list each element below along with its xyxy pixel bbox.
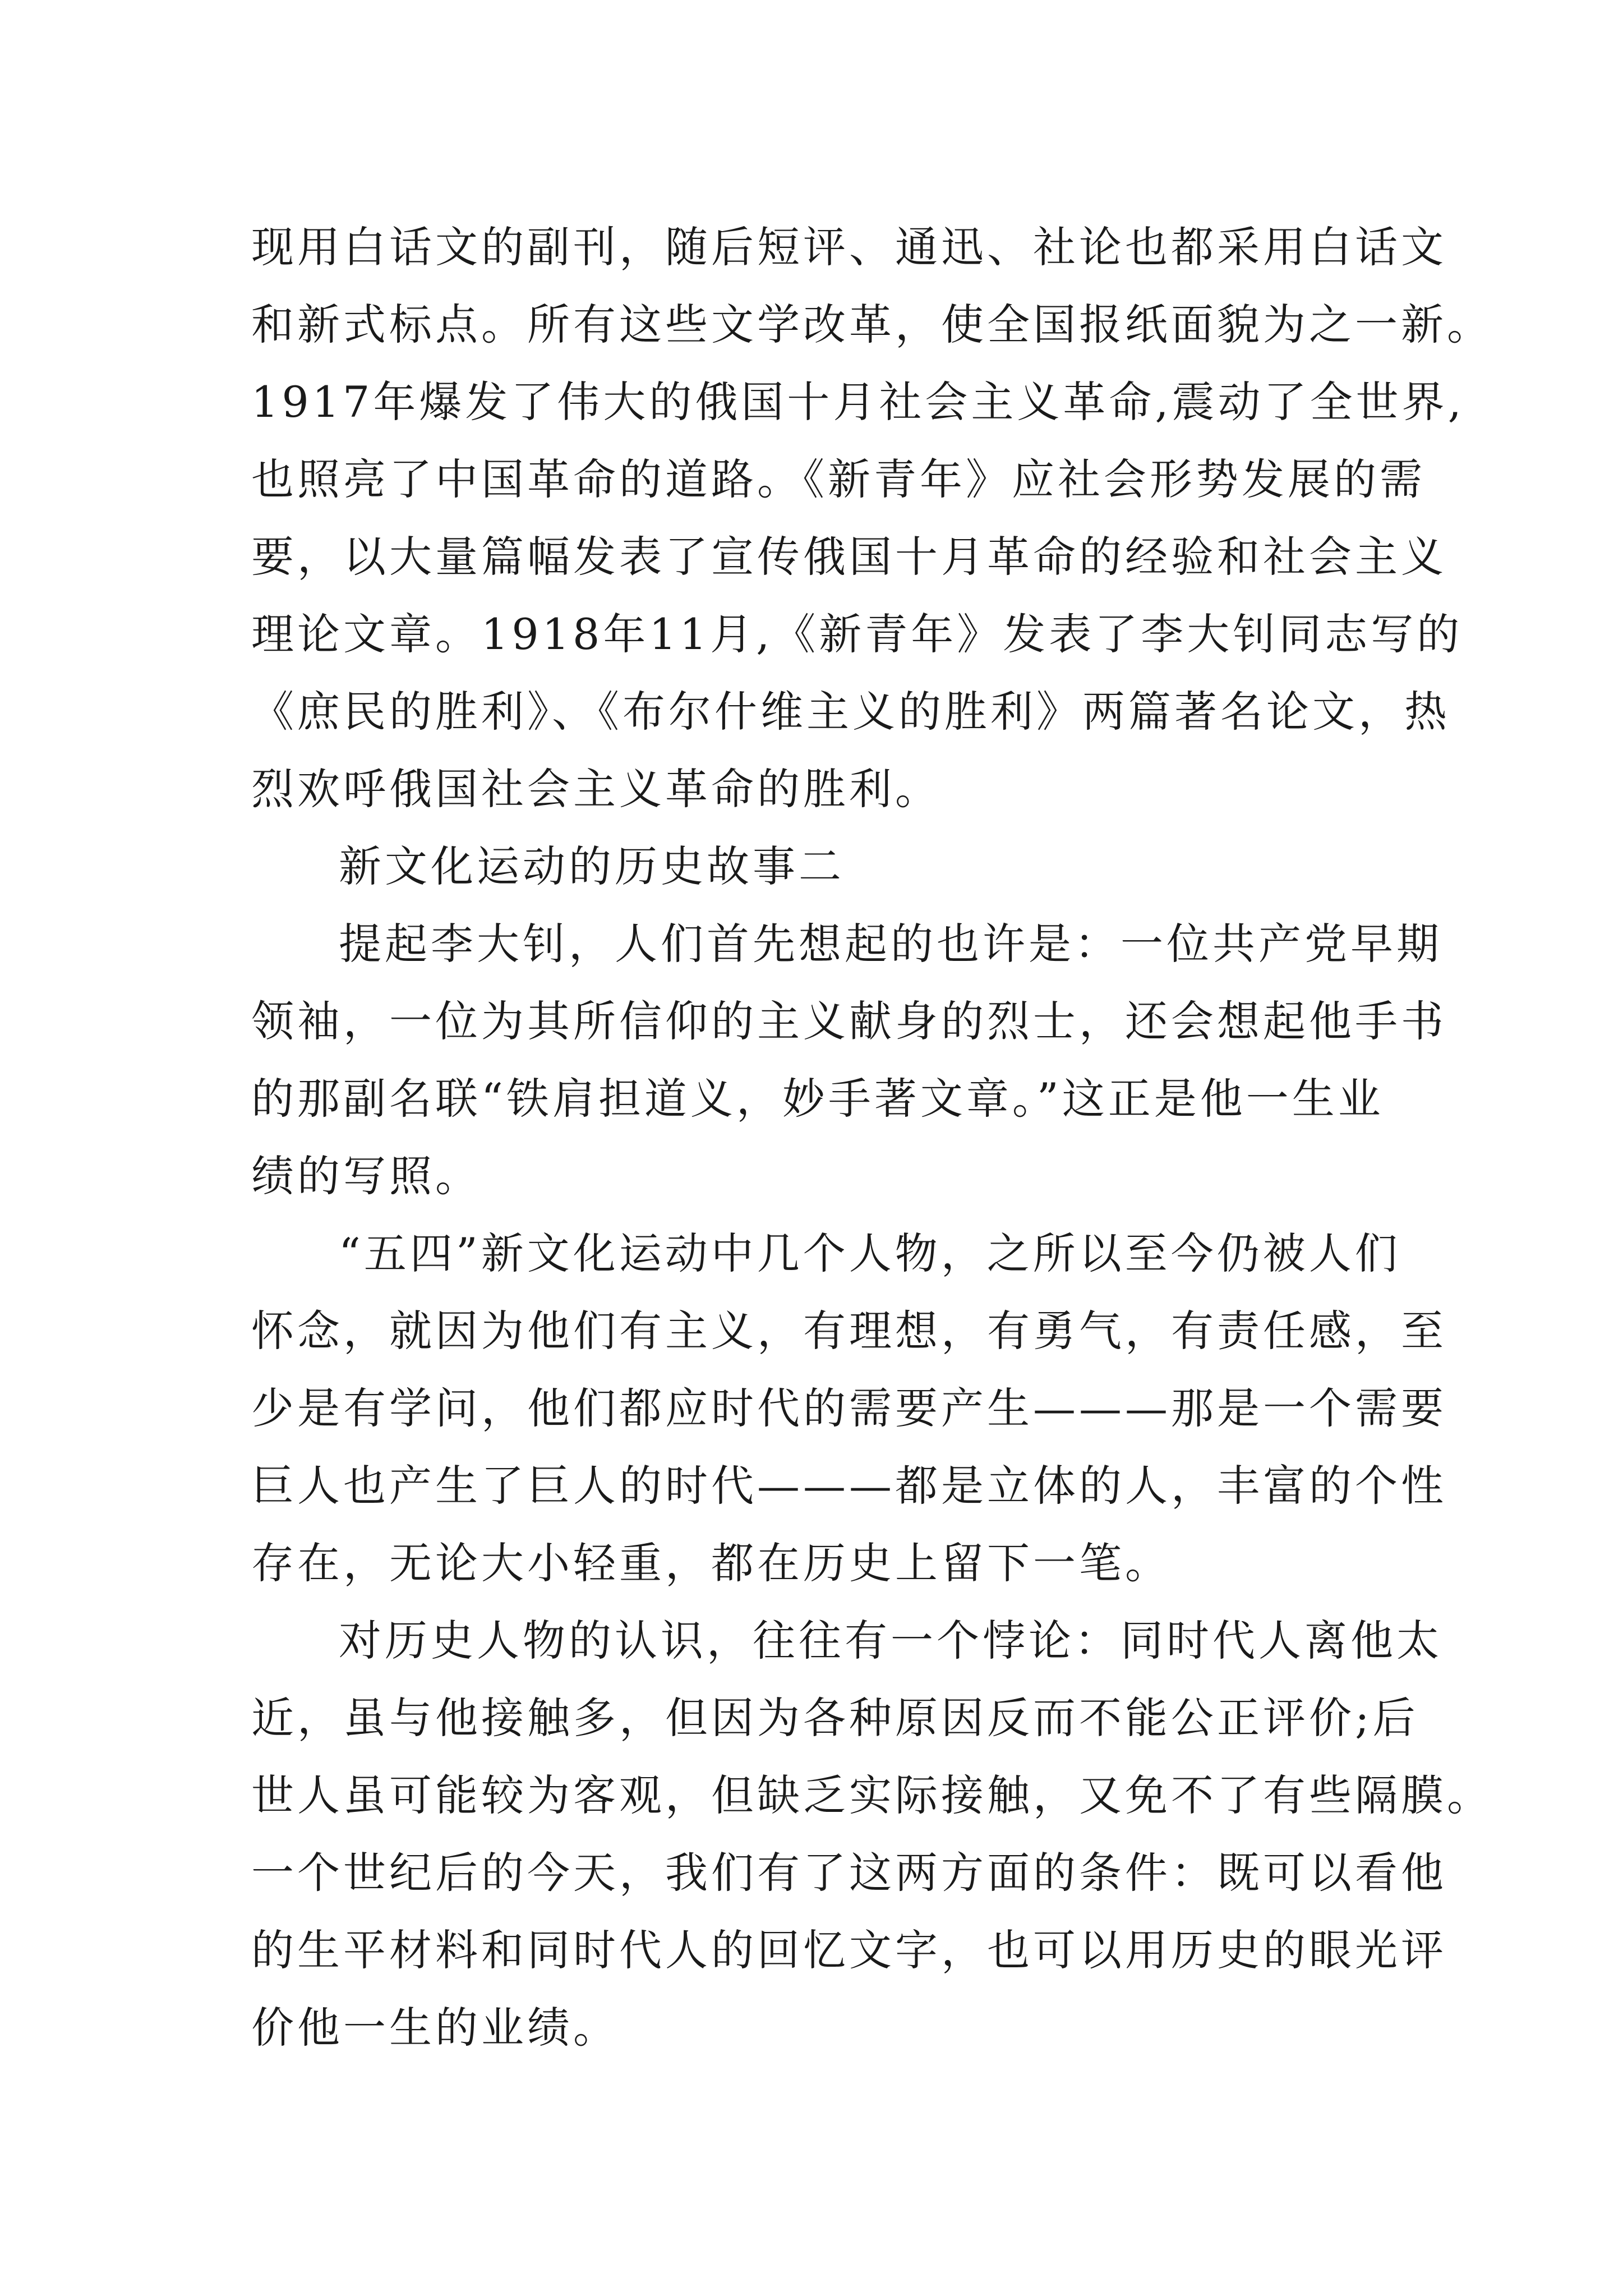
text-line: 价他一生的业绩。 xyxy=(251,2003,619,2053)
text-line: 的那副名联“铁肩担道义，妙手著文章。”这正是他一生业 xyxy=(251,1074,1384,1124)
text-line: 理论文章。1918年11月,《新青年》发表了李大钊同志写的 xyxy=(251,609,1463,659)
text-line: 现用白话文的副刊，随后短评、通迅、社论也都采用白话文 xyxy=(251,222,1447,272)
text-line: 绩的写照。 xyxy=(251,1151,481,1201)
text-line: 1917年爆发了伟大的俄国十月社会主义革命,震动了全世界, xyxy=(251,377,1465,427)
text-line: 巨人也产生了巨人的时代———都是立体的人，丰富的个性 xyxy=(251,1461,1447,1511)
text-line: 提起李大钊，人们首先想起的也许是：一位共产党早期 xyxy=(339,919,1442,969)
text-line: “五四”新文化运动中几个人物，之所以至今仍被人们 xyxy=(339,1228,1401,1278)
body-text xyxy=(251,209,1493,2067)
text-line: 烈欢呼俄国社会主义革命的胜利。 xyxy=(251,764,941,814)
text-line: 和新式标点。所有这些文学改革，使全国报纸面貌为之一新。 xyxy=(251,300,1493,349)
text-line: 近，虽与他接触多，但因为各种原因反而不能公正评价;后 xyxy=(251,1693,1419,1743)
text-line: 世人虽可能较为客观，但缺乏实际接触，又免不了有些隔膜。 xyxy=(251,1770,1493,1820)
text-line: 一个世纪后的今天，我们有了这两方面的条件：既可以看他 xyxy=(251,1848,1447,1898)
text-line: 《庶民的胜利》、《布尔什维主义的胜利》两篇著名论文，热 xyxy=(251,687,1450,737)
text-line: 也照亮了中国革命的道路。《新青年》应社会形势发展的需 xyxy=(251,454,1426,504)
text-line: 对历史人物的认识，往往有一个悖论：同时代人离他太 xyxy=(339,1616,1442,1665)
text-line: 少是有学问，他们都应时代的需要产生———那是一个需要 xyxy=(251,1383,1447,1433)
text-line: 领袖，一位为其所信仰的主义献身的烈士，还会想起他手书 xyxy=(251,996,1447,1046)
text-line: 存在，无论大小轻重，都在历史上留下一笔。 xyxy=(251,1538,1171,1588)
section-heading: 新文化运动的历史故事二 xyxy=(339,841,845,891)
text-line: 要，以大量篇幅发表了宣传俄国十月革命的经验和社会主义 xyxy=(251,532,1447,582)
text-line: 怀念，就因为他们有主义，有理想，有勇气，有责任感，至 xyxy=(251,1306,1447,1356)
text-line: 的生平材料和同时代人的回忆文字，也可以用历史的眼光评 xyxy=(251,1925,1447,1975)
